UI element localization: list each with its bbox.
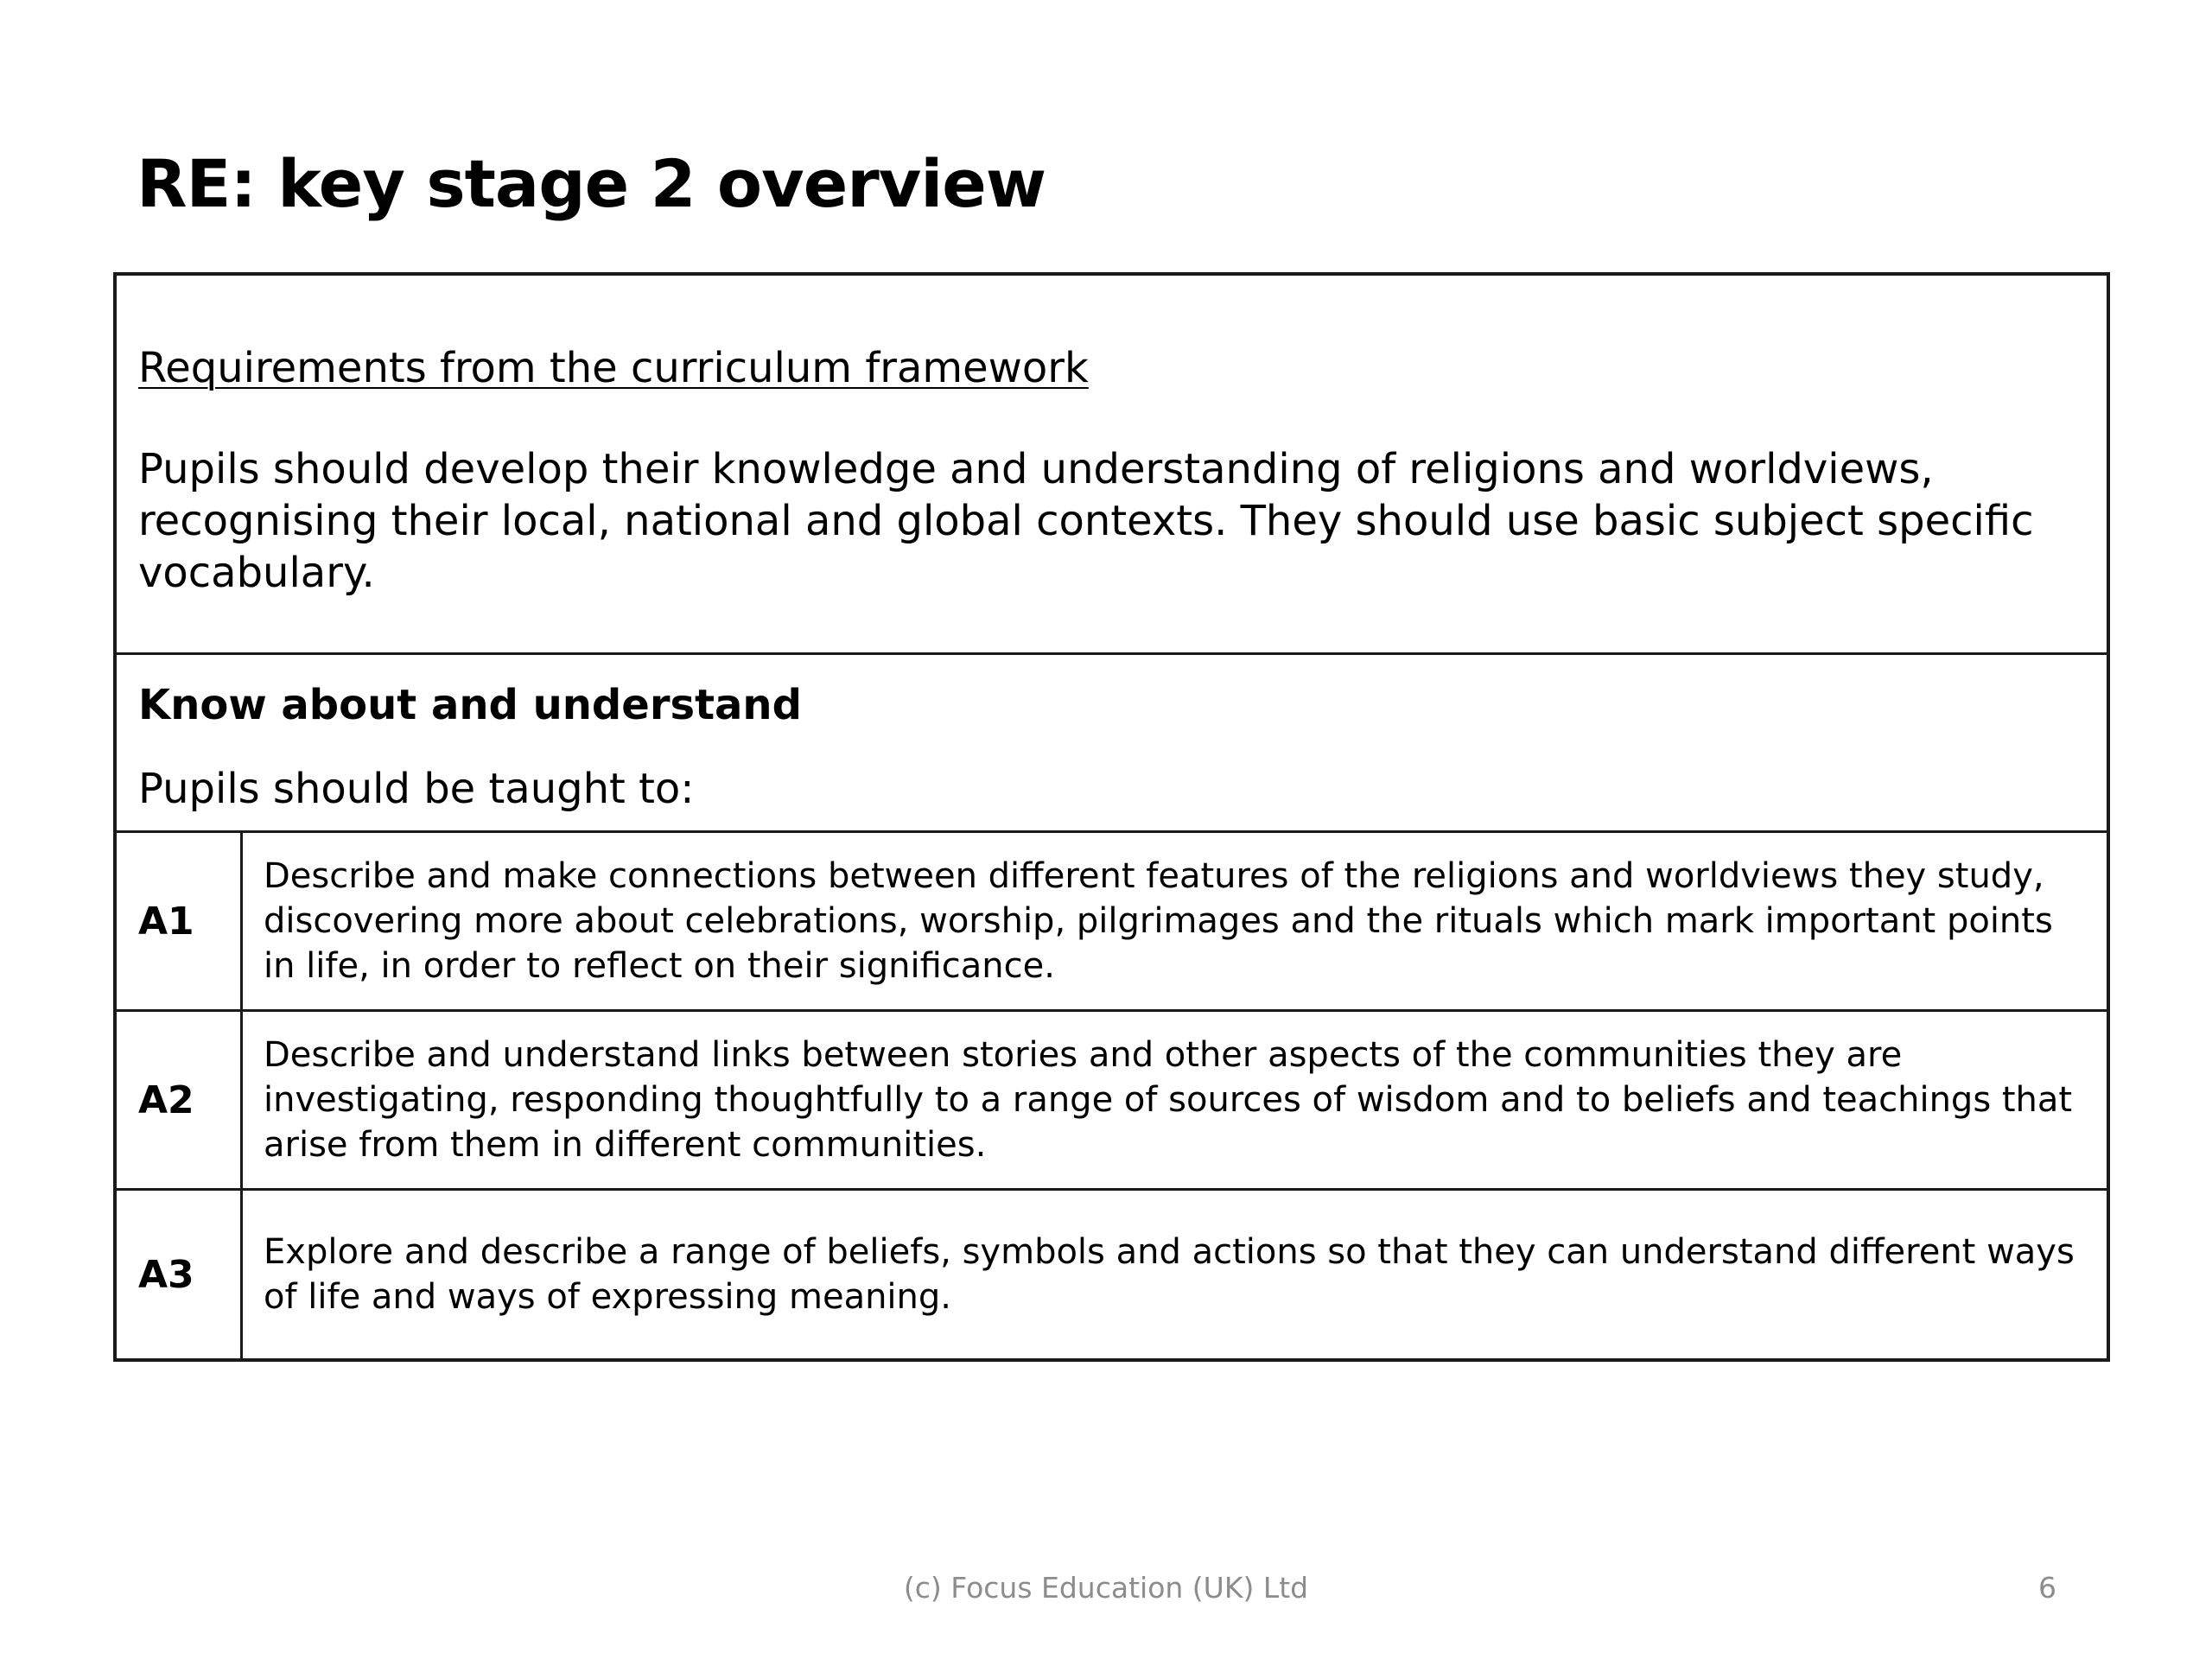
aim-description: Describe and understand links between stories and other aspects of the communities they are investigating, responding thoughtfully to a range of sources of wisdom and to beliefs and teachings that arise from them in different communities. [264,1035,2073,1165]
page-title: RE: key stage 2 overview [137,145,1046,222]
requirements-heading: Requirements from the curriculum framework [138,344,1089,392]
aim-description: Explore and describe a range of beliefs, symbols and actions so that they can understand different ways of life and ways of expressing meaning. [264,1232,2075,1317]
aim-row-a2 [117,1012,2107,1191]
aim-row-a3 [117,1191,2107,1358]
know-section [117,655,2107,833]
curriculum-table [113,272,2110,1362]
aim-description: Describe and make connections between different features of the religions and worldviews they study, discovering more about celebrations, worship, pilgrimages and the rituals which mark important points in life, in order to reflect on their significance. [264,856,2053,986]
page-number: 6 [2038,1571,2056,1605]
aim-code: A2 [117,1012,243,1188]
aim-row-a1 [117,833,2107,1012]
requirements-body: Pupils should develop their knowledge and understanding of religions and worldviews, recognising their local, national and global contexts. They should use basic subject specific vocabulary. [138,445,2034,597]
aim-code: A3 [117,1191,243,1358]
requirements-section [117,276,2107,655]
know-subheading: Pupils should be taught to: [138,765,695,813]
footer-copyright: (c) Focus Education (UK) Ltd [903,1571,1309,1605]
aim-code: A1 [117,833,243,1009]
know-heading: Know about and understand [138,681,802,729]
